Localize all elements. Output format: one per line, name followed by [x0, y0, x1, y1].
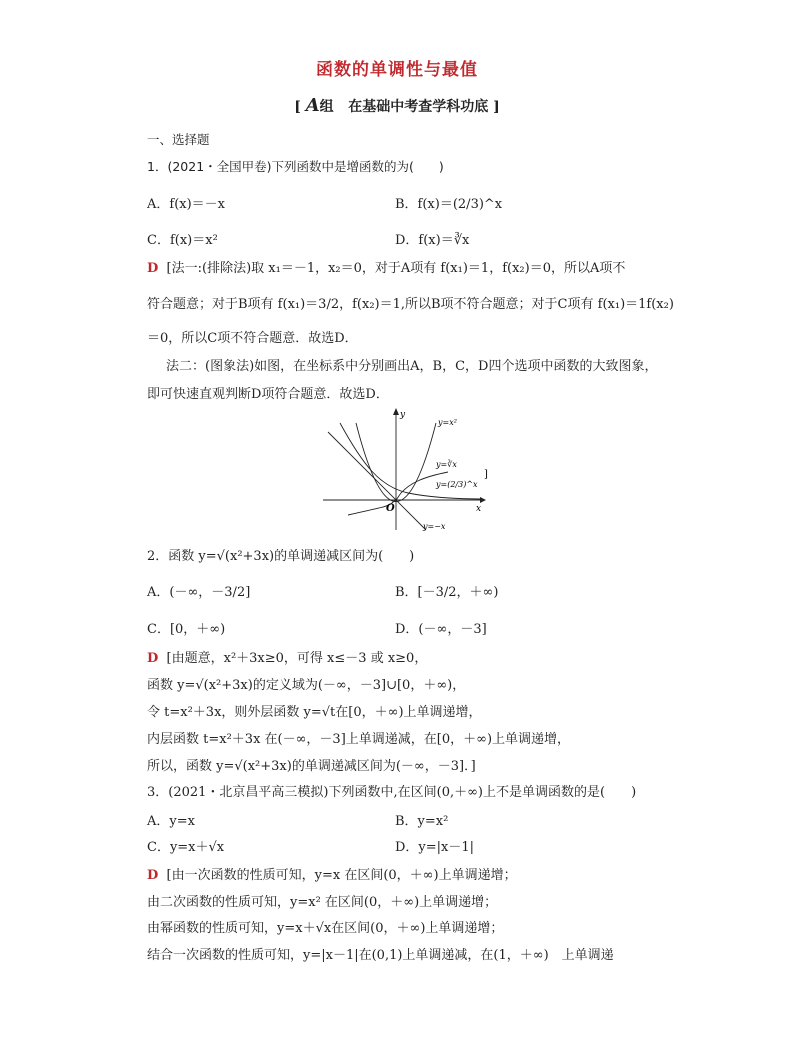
q2-solution-line1 [147, 652, 427, 665]
q1-option-b: B．f(x)＝(2/3)^x [395, 197, 503, 212]
graph-bracket: ] [484, 469, 488, 480]
y-axis-arrow [393, 408, 399, 415]
line-negative-x [328, 432, 426, 530]
page-title: 函数的单调性与最值 [316, 60, 478, 80]
q3-option-b: B．y=x² [395, 814, 449, 829]
group-bracket-right: ] [493, 99, 500, 115]
q1-solution-line1 [147, 262, 625, 275]
q2-option-d: D．(－∞，－3] [395, 622, 487, 637]
label-exponential: y=(2/3)^x [436, 480, 478, 489]
q2-option-c: C．[0，＋∞) [147, 622, 226, 637]
q2-line5: 所以，函数 y=√(x²+3x)的单调递减区间为(－∞，－3]．] [147, 759, 476, 774]
q1-option-d: D．f(x)＝∛x [395, 233, 470, 248]
q1-line3: ＝0，所以C项不符合题意．故选D． [147, 331, 358, 346]
q2-option-a: A．(－∞，－3/2] [147, 585, 251, 600]
q1-stem: 1．(2021・全国甲卷)下列函数中是增函数的为( ) [147, 159, 444, 174]
q1-line2: 符合题意；对于B项有 f(x₁)＝3/2，f(x₂)＝1,所以B项不符合题意；对于C项有 f(x₁)＝1f(x₂) [147, 297, 674, 312]
q2-option-b: B．[－3/2，＋∞) [395, 585, 499, 600]
group-subtitle [0, 97, 794, 115]
group-bracket-left: [ [294, 99, 301, 115]
label-cube-root: y=∛x [436, 460, 457, 469]
y-axis-label: y [400, 410, 406, 420]
q3-line2: 由二次函数的性质可知，y=x² 在区间(0，＋∞)上单调递增； [147, 895, 498, 910]
section-heading: 一、选择题 [147, 132, 210, 147]
x-axis-arrow [480, 497, 486, 503]
q2-answer: D [147, 651, 159, 666]
q2-line2: 函数 y=√(x²+3x)的定义域为(－∞，－3]∪[0，＋∞)， [147, 678, 466, 693]
q3-option-c: C．y=x＋√x [147, 840, 225, 855]
q3-option-d: D．y=|x－1| [395, 840, 475, 855]
q2-stem: 2．函数 y=√(x²+3x)的单调递减区间为( ) [147, 549, 415, 564]
q2-line1: [由题意，x²＋3x≥0，可得 x≤－3 或 x≥0， [166, 651, 428, 666]
group-letter: A [305, 95, 320, 116]
q3-line4: 结合一次函数的性质可知，y=|x－1|在(0,1)上单调递减，在(1，＋∞) 上单调递 [147, 948, 614, 963]
q1-option-c: C．f(x)＝x² [147, 233, 218, 248]
label-negative-x: y=−x [423, 522, 446, 531]
q1-answer: D [147, 261, 159, 276]
group-description: 在基础中考查学科功底 [348, 99, 489, 115]
curve-cube-root [348, 472, 448, 515]
q3-line3: 由幂函数的性质可知，y=x＋√x在区间(0，＋∞)上单调递增； [147, 921, 504, 936]
q1-line5: 即可快速直观判断D项符合题意．故选D． [147, 387, 389, 402]
q2-line4: 内层函数 t=x²＋3x 在(－∞，－3]上单调递减，在[0，＋∞)上单调递增， [147, 732, 571, 747]
q1-line4: 法二：(图象法)如图，在坐标系中分别画出A，B，C，D四个选项中函数的大致图象， [166, 359, 658, 374]
q3-answer: D [147, 868, 159, 883]
x-axis-label: x [476, 504, 482, 514]
q1-option-a: A．f(x)＝－x [147, 197, 226, 212]
q2-line3: 令 t=x²＋3x，则外层函数 y=√t在[0，＋∞)上单调递增， [147, 705, 482, 720]
label-x-squared: y=x² [438, 418, 457, 427]
q3-option-a: A．y=x [147, 814, 195, 829]
q1-line1: [法一:(排除法)取 x₁＝－1，x₂＝0，对于A项有 f(x₁)＝1，f(x₂)＝0，所以A项不 [166, 261, 626, 276]
origin-label: O [386, 503, 395, 514]
group-label: 组 [319, 99, 334, 115]
q3-line1: [由一次函数的性质可知，y=x 在区间(0，＋∞)上单调递增； [166, 868, 517, 883]
q3-solution-line1 [147, 869, 517, 882]
function-graph [318, 405, 498, 535]
q3-stem: 3．(2021・北京昌平高三模拟)下列函数中,在区间(0,＋∞)上不是单调函数的是( ) [147, 785, 637, 800]
